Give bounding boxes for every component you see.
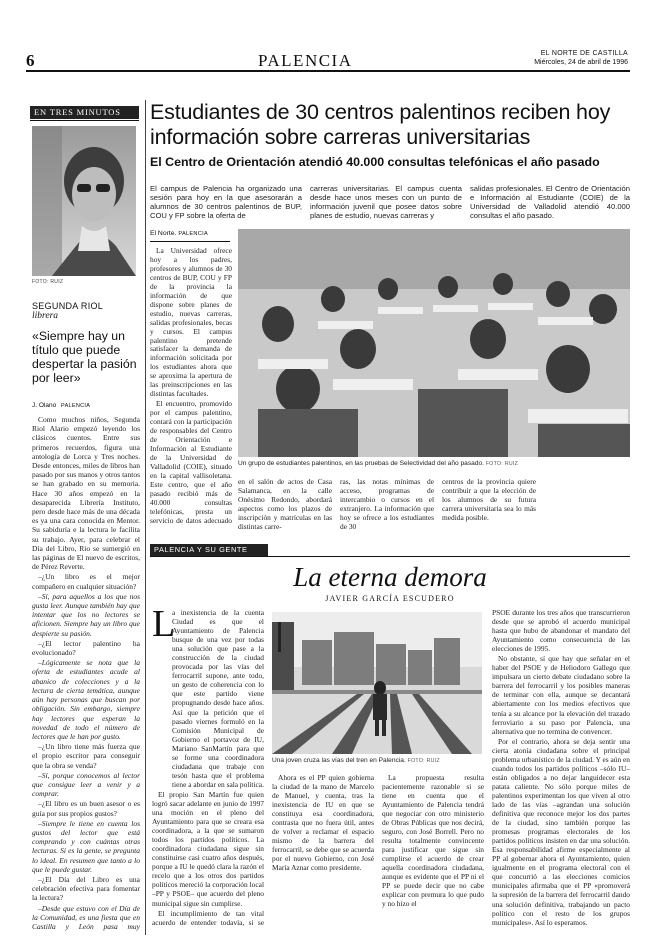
story2-author: JAVIER GARCÍA ESCUDERO: [325, 594, 455, 603]
profile-role: librera: [32, 311, 59, 321]
story2-top-rule: [150, 556, 630, 557]
story1-byline-paper: El Norte: [150, 230, 175, 237]
lead-col-3: salidas profesionales. El Centro de Orientación e Información al Estudiante (COIE) de la Universidad de Valladolid atendió 40.000 consultas el año pasado.: [470, 184, 630, 220]
story1-headline: Estudiantes de 30 centros palentinos reciben hoy información sobre carreras universitarias: [150, 100, 611, 149]
story2-col1-para: a inexistencia de la cuenta Ciudad es que el Ayuntamiento de Palencia busque de una vez por todas una solución que pase a la construcción de la ciudad provocada por las vías del ferrocarril supone, ante todo, un gesto de coherencia con lo que este partido viene propugnando desde hace años. Así que la petición que el pasado viernes formuló en la Comisión Municipal de Gobierno el portavoz de IU, Mariano SanMartín para que se forme una coordinadora ciudadana que trabaje con tesón hasta que el problema tiene a abordar en sala política.: [172, 608, 264, 789]
interview-question: –¿Un libro es el mejor compañero en cualquier situación?: [32, 572, 140, 591]
interview-paragraph: Como muchos niños, Segunda Riol Alario empezó leyendo los clásicos cuentos. Entre sus primeros recuerdos, figura una antología de Lorca y Tres noches. Desde entonces, miles de libros han pasado por sus manos y otros tantos se han grabado en su memoria. Hace 30 años empezó en la desaparecida Librería Instituto, pero desde hace más de una década es ya una cara conocida en Mentor. Su sabiduría e la lectura le facilita su trabajo. Ayer, para celebrar el Día del Libro, Rio se sumergió en las páginas de El nuevo de escritos, de Pérez Reverte.: [32, 415, 140, 572]
story2-dropcap: L: [152, 603, 176, 645]
story2-col2a: Ahora es el PP quien gobierna la ciudad de la mano de Marcelo de Manuel, y cuenta, tras la inexistencia de IU en que se constituya esa coordinadora, contrasta que no fuera útil, antes de volver a reclamar el espacio mismo de la barrera del ferrocarril, se debe que se acuerda por el nuevo Gobierno, con José María Aznar como presidente.: [272, 773, 374, 872]
byline-author: J. Olano: [32, 402, 57, 409]
story2-col3-para: PSOE durante los tres años que transcurrieron desde que se aprobó el acuerdo municipal hasta que hubo de abandonar el mandato del Ayuntamiento como consecuencia de las elecciones de 1995.: [492, 608, 630, 654]
railway-photo-caption: [272, 757, 484, 765]
lead-col-2: carreras universitarias. El campus cuenta desde hace unos meses con un punto de información juvenil que posee datos sobre planes de estudio, nuevas carreras y: [310, 184, 462, 220]
portrait-photo: [32, 126, 136, 276]
railway-caption-credit: FOTO: RUIZ: [407, 758, 440, 764]
story2-col3: [492, 608, 630, 933]
sidebar-label: [30, 106, 139, 119]
portrait-image: [32, 126, 136, 276]
story1-bottom-col-3: centros de la provincia quiere contribuir a que la elección de los alumnos de su futura carrera universitaria sea lo más medida posible.: [442, 477, 536, 522]
interview-answer: –Lógicamente se nota que la oferta de estudiantes acude al abanico de colecciones y a la lectura de cierta temática, aunque aún hay personas que buscan por obligación. Sin embargo, siempre hay lectores que esperan la novedad de todo el número de lectores que le han por gusto.: [32, 658, 140, 741]
story1-bottom-col-2: ras, las notas mínimas de acceso, programas de intercambio o cursos en el extranjero. La información que hoy se ofrece a los estudiantes de 30: [340, 477, 434, 531]
story2-col1: [152, 603, 264, 926]
sidebar-top-rule: [30, 120, 139, 121]
page-number: 6: [26, 51, 35, 70]
header-rule: [26, 70, 630, 72]
story1-byline: [150, 230, 208, 237]
railway-caption-text: Una joven cruza las vías del tren en Palencia.: [272, 757, 406, 764]
students-exam-image: [238, 229, 630, 457]
story1-body-bottom: [238, 477, 630, 531]
interview-question: –¿El libro es un buen asesor o es guía por sus propios gustos?: [32, 799, 140, 818]
newspaper-name: EL NORTE DE CASTILLA: [540, 50, 628, 57]
railway-image: [272, 612, 482, 754]
profile-name: SEGUNDA RIOL: [32, 301, 104, 311]
story2-headline: La eterna demora: [293, 562, 487, 592]
interview-question: –¿Un libro tiene más fuerza que el propio escritor para conseguir que la obra se venda?: [32, 742, 140, 770]
story1-subhead: El Centro de Orientación atendió 40.000 consultas telefónicas el año pasado: [150, 155, 600, 169]
railway-photo: [272, 612, 482, 754]
story2-col2-below: [272, 773, 484, 933]
section-title: PALENCIA: [258, 51, 353, 70]
story1-lead: [150, 184, 630, 220]
story2-col2b: La propuesta resulta pacientemente razonable si se tiene en cuenta que el Ayuntamiento de Palencia tendrá que negociar con otro ministerio de Obras Públicas que nos decirá, seguro, con José Borrell. Pero no resulta totalmente convincente para justificar que sigue sin cumplirse el acuerdo de crear aquella coordinadora ciudadana, aunque es evidente que el PP ni el PP se puede decir que no cabe explicar con premura lo que pudo y no hizo el: [382, 773, 484, 908]
story1-paragraph: La Universidad ofrece hoy a los padres, profesores y alumnos de 30 centros de BUP, COU y FP de la provincia la información de que dispone sobre planes de estudio, nuevas carreras, salidas profesionales, becas y cursos. El campus palentino pretende satisfacer la demanda de información solicitada por los estudiantes ahora que se aproxima la apertura de las preinscripciones en las distintas facultades.: [150, 247, 232, 399]
story1-body-left: [150, 247, 232, 525]
story2-col1-para: El incumplimiento de tan vital acuerdo de entender todavía, si se: [152, 908, 264, 926]
portrait-credit: FOTO: RUIZ: [32, 279, 64, 285]
story2-section-label-text: PALENCIA Y SU GENTE: [154, 545, 248, 554]
story1-bottom-col-1: en el salón de actos de Casa Salamanca, en la calle Onésimo Redondo, abordará aspectos como los plazos de inscripción y matrículas en las distintas carre-: [238, 477, 332, 531]
lead-col-1: El campus de Palencia ha organizado una sesión para hoy en la que asesorarán a alumnos de 30 centros palentinos de BUP, COU y FP sobre la oferta de: [150, 184, 302, 220]
students-caption-credit: FOTO: RUIZ: [485, 461, 519, 467]
interview-answer: –Siempre le tiene en cuenta los gustos del lector que está comprando y con cuántas otras lecturas. Si es la gente, se pregunta lo ideal. En resumen que tanto a lo que le puede gustar.: [32, 818, 140, 874]
interview-question: –¿El lector palentino ha evolucionado?: [32, 638, 140, 658]
interview-answer: –Desde que estuvo con el Día de la Comunidad, es una fiesta que en Castilla y León pasa muy: [32, 903, 140, 931]
story2-col1-para: El propio San Martín fue quien logró sacar adelante en junio de 1997 una moción en el pleno del Ayuntamiento para que se creara esa coordinadora, a la que se sumaron todos los partidos políticos. La coordinadora ciudadana sigue sin constituirse casi cuatro años después, porque a IU le quedó clara la razón el recelo que a los otros dos partidos políticos mereció la corporación local –PP y PSOE– que acuerdo del pleno municipal sigue sin cumplirse.: [152, 789, 264, 908]
byline-sep: .: [174, 230, 179, 237]
story2-col3-para: No obstante, sí que hay que señalar en el haber del PSOE y de Heliodoro Gallego que impulsara un cierto debate ciudadano sobre la barrera del ferrocarril y los posibles maneras de terminar con ella, aunque se decantará abiertamente con los medios efectivos que tenía a su alcance por la elevación del trazado ferroviario a su paso por Palencia, una alternativa que no termina de convencer.: [492, 654, 630, 736]
story1-byline-rule: [150, 241, 230, 242]
sidebar-interview: [32, 415, 140, 933]
interview-question: –¿El Día del Libro es una celebración efectiva para fomentar la lectura?: [32, 874, 140, 903]
sidebar-label-text: EN TRES MINUTOS: [34, 107, 121, 117]
story2-col3-para: Por el contrario, ahora se deja sentir una cierta atonía ciudadana sobre el principal problema urbanístico de la ciudad. Y es aún en cuando todos los partidos políticos –sólo IU– están obligados a no dejar languidecer esta patata caliente. No sólo porque miles de palentinos experimentan los que viven al otro lado de las vías –agrandan una solución definitiva que reconoce mejor los dos partes de la ciudad, sino también porque las promesas programas electorales de los partidos políticos insisten en dar una solución. Esa responsabilidad afirme especialmente al PP al gobernar ahora el Ayuntamiento, quien igualmente en el programa electoral con el que concurrió a las elecciones comicios municipales afirmaba que el PP «promoverá la supresión de la barrera del ferrocarril dando una solución definitiva, trabajando un pacto político con el resto de los grupos municipales». Así lo esperamos.: [492, 736, 630, 927]
profile-quote: «Siempre hay un título que puede despertar la pasión por leer»: [32, 329, 137, 385]
story1-byline-place: PALENCIA: [178, 231, 208, 237]
interview-answer: –Sí, porque conocemos al lector que consigue leer a venir y a comprar.: [32, 770, 140, 799]
byline-place: PALENCIA: [61, 403, 91, 409]
students-photo-caption: [238, 460, 630, 468]
sidebar-divider: [145, 100, 146, 935]
story1-paragraph: El encuentro, promovido por el campus palentino, contará con la participación de responsables del Centro de Orientación e Información al Estudiante de la Universidad de Valladolid (COIE), situado en la capital vallisoletana. Este centro, que el año pasado recibió más de 40.000 consultas telefónicas, presta un servicio de datos adecuado: [150, 399, 232, 525]
issue-date: Miércoles, 24 de abril de 1996: [534, 59, 628, 66]
students-exam-photo: [238, 229, 630, 457]
interview-answer: –Sí, para aquellos a los que nos gusta leer. Aunque también hay que intentar que los no lectores se aficionen. Siempre hay un libro que despierte su pasión.: [32, 591, 140, 638]
students-caption-text: Un grupo de estudiantes palentinos, en las pruebas de Selectividad del año pasado.: [238, 460, 484, 467]
sidebar-byline: [32, 402, 140, 409]
story2-section-label: [150, 544, 268, 556]
